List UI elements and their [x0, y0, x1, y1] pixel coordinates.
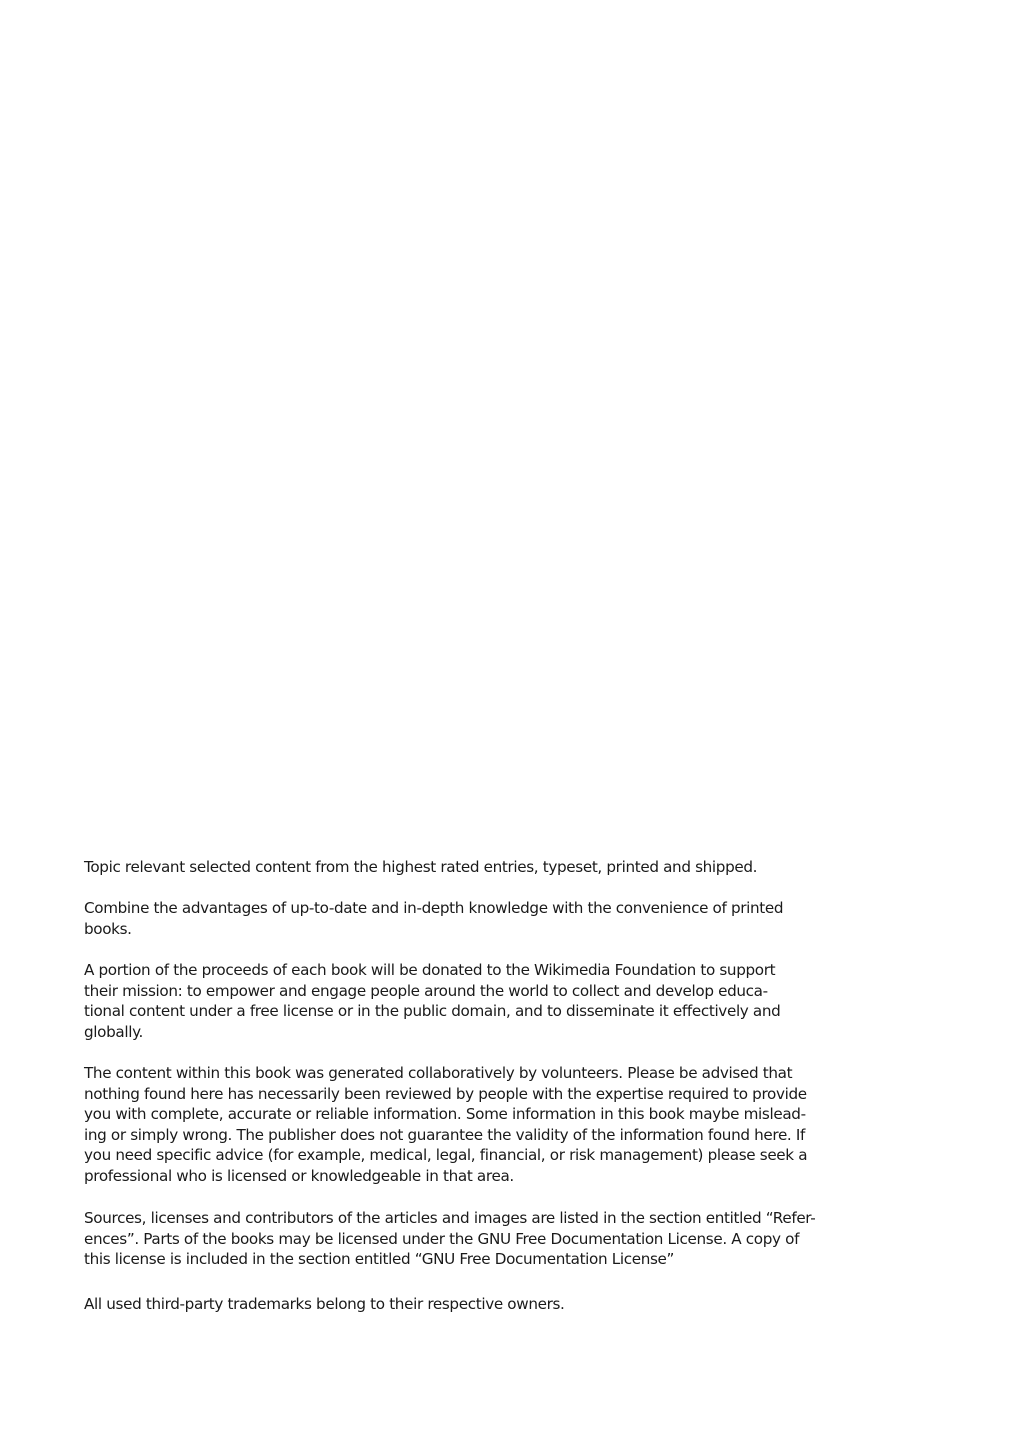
text-line: globally.	[84, 1022, 144, 1041]
text-line: tional content under a free license or in the public domain, and to disseminate it effectively and	[84, 1002, 781, 1020]
text-line: this license is included in the section entitled “GNU Free Documentation License”	[84, 1250, 675, 1268]
text-line: All used third-party trademarks belong to their respective owners.	[84, 1295, 565, 1313]
text-line: ences”. Parts of the books may be licensed under the GNU Free Documentation License. A copy of	[84, 1229, 800, 1248]
text-line: professional who is licensed or knowledgeable in that area.	[84, 1166, 514, 1185]
paragraph-sources-licenses	[84, 1208, 944, 1270]
text-line: A portion of the proceeds of each book will be donated to the Wikimedia Foundation to support	[84, 961, 776, 979]
paragraph-wikimedia-donation	[84, 960, 944, 1042]
paragraph-advantages	[84, 898, 944, 939]
text-line: ing or simply wrong. The publisher does not guarantee the validity of the information found here. If	[84, 1125, 806, 1144]
text-line: Topic relevant selected content from the highest rated entries, typeset, printed and shipped.	[84, 858, 758, 876]
text-line: nothing found here has necessarily been reviewed by people with the expertise required to provide	[84, 1084, 807, 1103]
paragraph-disclaimer	[84, 1063, 944, 1186]
text-line: their mission: to empower and engage people around the world to collect and develop educa-	[84, 981, 768, 1000]
text-line: Sources, licenses and contributors of the articles and images are listed in the section entitled “Refer-	[84, 1209, 816, 1227]
text-line: you with complete, accurate or reliable information. Some information in this book maybe mislead-	[84, 1105, 806, 1123]
text-line: you need specific advice (for example, medical, legal, financial, or risk management) please seek a	[84, 1146, 808, 1164]
text-line: books.	[84, 919, 132, 938]
text-line: Combine the advantages of up-to-date and in-depth knowledge with the convenience of printed	[84, 899, 784, 917]
paragraph-intro	[84, 857, 944, 878]
text-line: The content within this book was generated collaboratively by volunteers. Please be advised that	[84, 1064, 793, 1082]
paragraph-trademarks	[84, 1294, 944, 1315]
